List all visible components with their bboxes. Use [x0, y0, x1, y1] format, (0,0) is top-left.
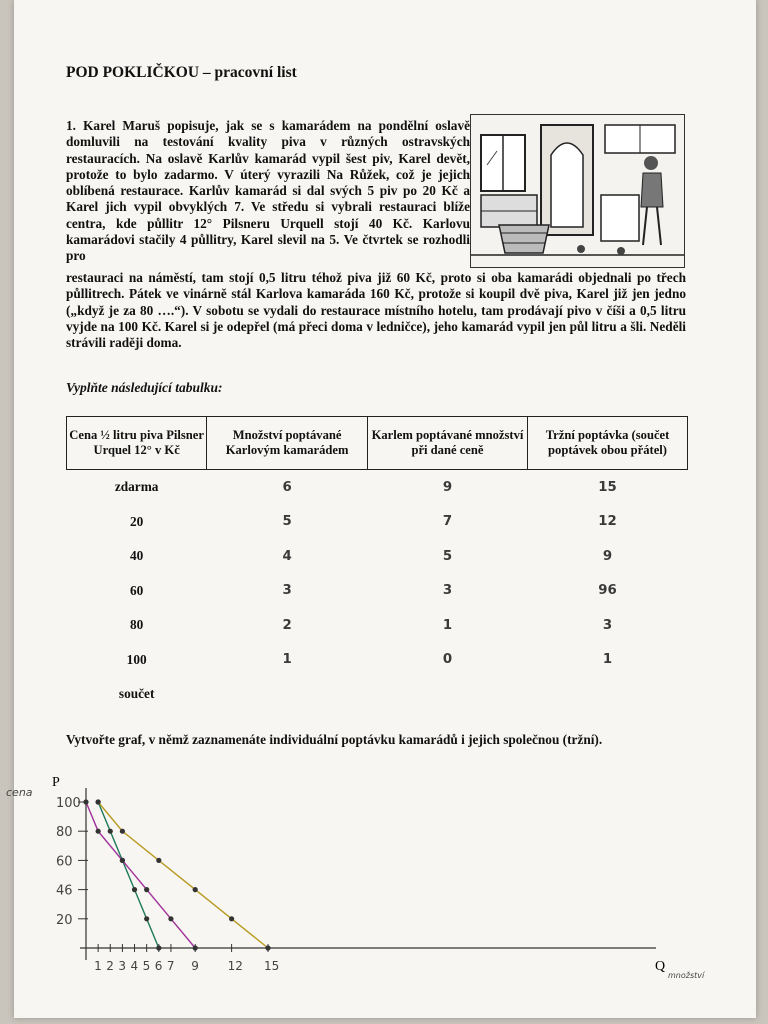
x-tick-label: 5 — [142, 959, 151, 973]
karel-quantity-cell: 3 — [442, 583, 453, 599]
x-axis-letter: Q — [655, 959, 666, 974]
kitchen-illustration — [470, 114, 685, 268]
data-point — [168, 916, 173, 921]
friend-quantity-cell: 5 — [282, 514, 292, 530]
karel-quantity-cell: 5 — [442, 548, 453, 564]
header-karel-quantity: Karlem poptávané množství při dané ceně — [367, 417, 527, 470]
x-tick-label: 7 — [166, 959, 175, 973]
data-point — [144, 887, 149, 892]
demand-graph — [6, 768, 756, 1018]
data-point — [96, 799, 101, 804]
data-point — [193, 887, 198, 892]
y-tick-label: 100 — [56, 796, 81, 811]
friend-quantity-cell: 3 — [282, 583, 292, 599]
table-row — [67, 505, 688, 540]
x-tick-label: 9 — [191, 959, 199, 973]
data-point — [144, 916, 149, 921]
sum-label: součet — [118, 686, 155, 702]
table-row — [67, 677, 688, 712]
y-tick-label: 20 — [56, 912, 73, 928]
data-point — [83, 799, 88, 804]
header-price: Cena ½ litru piva Pilsner Urquel 12° v Kč — [67, 417, 207, 470]
table-row — [67, 608, 688, 643]
karel-quantity-cell: 0 — [442, 652, 453, 668]
x-tick-label: 15 — [264, 959, 280, 973]
y-axis-word: cena — [6, 786, 33, 799]
x-tick-label: 1 — [94, 959, 102, 973]
data-point — [108, 829, 113, 834]
price-cell: 100 — [126, 651, 147, 667]
price-cell: 20 — [130, 513, 144, 529]
price-cell: 40 — [130, 548, 144, 564]
y-tick-label: 80 — [56, 825, 73, 841]
graph-axes — [80, 788, 656, 960]
market-demand-cell: 3 — [602, 617, 613, 633]
demand-curve-3 — [98, 802, 268, 948]
data-point — [156, 945, 161, 950]
task1-text-part1: 1. Karel Maruš popisuje, jak se s kamarádem na pondělní oslavě domluvili na testování kvality piva v různých ostravských restauracích. Na oslavě Karlův kamarád vypil šest piv, Karel devět, protože to bylo zadarmo. V úterý vyrazili Na Růžek, což je jejich oblíbená restaurace. Karlův kamarád si dal svých 5 piv po 20 Kč a Karel jich vypil obvyklých 7. Ve středu si vybrali restauraci blíže centra, kde půllitr 12° Pilsneru Urquell stojí 40 Kč. Karlovu kamarádovi stačily 4 půllitry, Karel slevil na 5. Ve čtvrtek se rozhodli pro — [66, 118, 470, 264]
karel-quantity-cell: 7 — [442, 514, 453, 530]
x-tick-label: 2 — [106, 959, 114, 973]
karel-quantity-cell: 9 — [442, 479, 453, 495]
price-cell: 60 — [130, 582, 144, 598]
data-point — [193, 945, 198, 950]
data-point — [132, 887, 137, 892]
graph-task-text: Vytvořte graf, v němž zaznamenáte individuální poptávku kamarádů i jejich společnou (tržní). — [66, 732, 603, 747]
demand-table — [66, 416, 688, 712]
table-row — [67, 643, 688, 678]
demand-curve-1 — [98, 802, 159, 948]
y-tick-label: 46 — [56, 883, 73, 899]
worksheet-title: POD POKLIČKOU – pracovní list — [66, 64, 297, 81]
market-demand-cell: 15 — [598, 479, 617, 495]
x-tick-label: 6 — [154, 959, 163, 973]
data-point — [265, 945, 270, 950]
x-tick-label: 3 — [118, 959, 127, 973]
y-tick-label: 60 — [56, 854, 73, 870]
data-point — [120, 858, 125, 863]
price-cell: zdarma — [114, 479, 159, 495]
friend-quantity-cell: 6 — [282, 479, 292, 495]
worksheet-page — [6, 0, 756, 1018]
market-demand-cell: 9 — [602, 548, 613, 564]
y-axis-letter: P — [52, 775, 60, 790]
friend-quantity-cell: 4 — [282, 548, 292, 564]
table-row — [67, 539, 688, 574]
x-tick-label: 4 — [130, 959, 139, 973]
x-axis-word: množství — [668, 971, 705, 980]
header-friend-quantity: Množství poptávané Karlovým kamarádem — [207, 417, 368, 470]
friend-quantity-cell: 1 — [282, 652, 292, 668]
data-point — [120, 829, 125, 834]
data-point — [156, 858, 161, 863]
task1-text-part2: restauraci na náměstí, tam stojí 0,5 litru téhož piva již 60 Kč, proto si oba kamarádi objednali po třech půllitrech. Pátek ve vinárně stál Karlova kamaráda 160 Kč, protože si koupil dvě piva, Karel již jen jedno („když je za 80 ….“). V sobotu se vydali do restaurace místního hotelu, tam prodávají pivo v číši a 0,5 litru vyjde na 100 Kč. Karel si je odepřel (má přeci doma v ledničce), jeho kamarád vypil jen půl litru a šli. Neděli strávili raději doma. — [66, 270, 686, 351]
karel-quantity-cell: 1 — [442, 617, 453, 633]
data-point — [96, 829, 101, 834]
table-row — [67, 470, 688, 505]
market-demand-cell: 12 — [598, 514, 617, 530]
market-demand-cell: 1 — [602, 652, 613, 668]
header-market-demand: Tržní poptávka (součet poptávek obou přátel) — [528, 417, 688, 470]
friend-quantity-cell: 2 — [282, 617, 292, 633]
demand-curve-2 — [86, 802, 195, 948]
x-tick-label: 12 — [227, 959, 243, 973]
data-point — [229, 916, 234, 921]
table-instruction: Vyplňte následující tabulku: — [66, 380, 223, 395]
market-demand-cell: 96 — [598, 583, 617, 599]
price-cell: 80 — [130, 617, 144, 633]
table-row — [67, 574, 688, 609]
